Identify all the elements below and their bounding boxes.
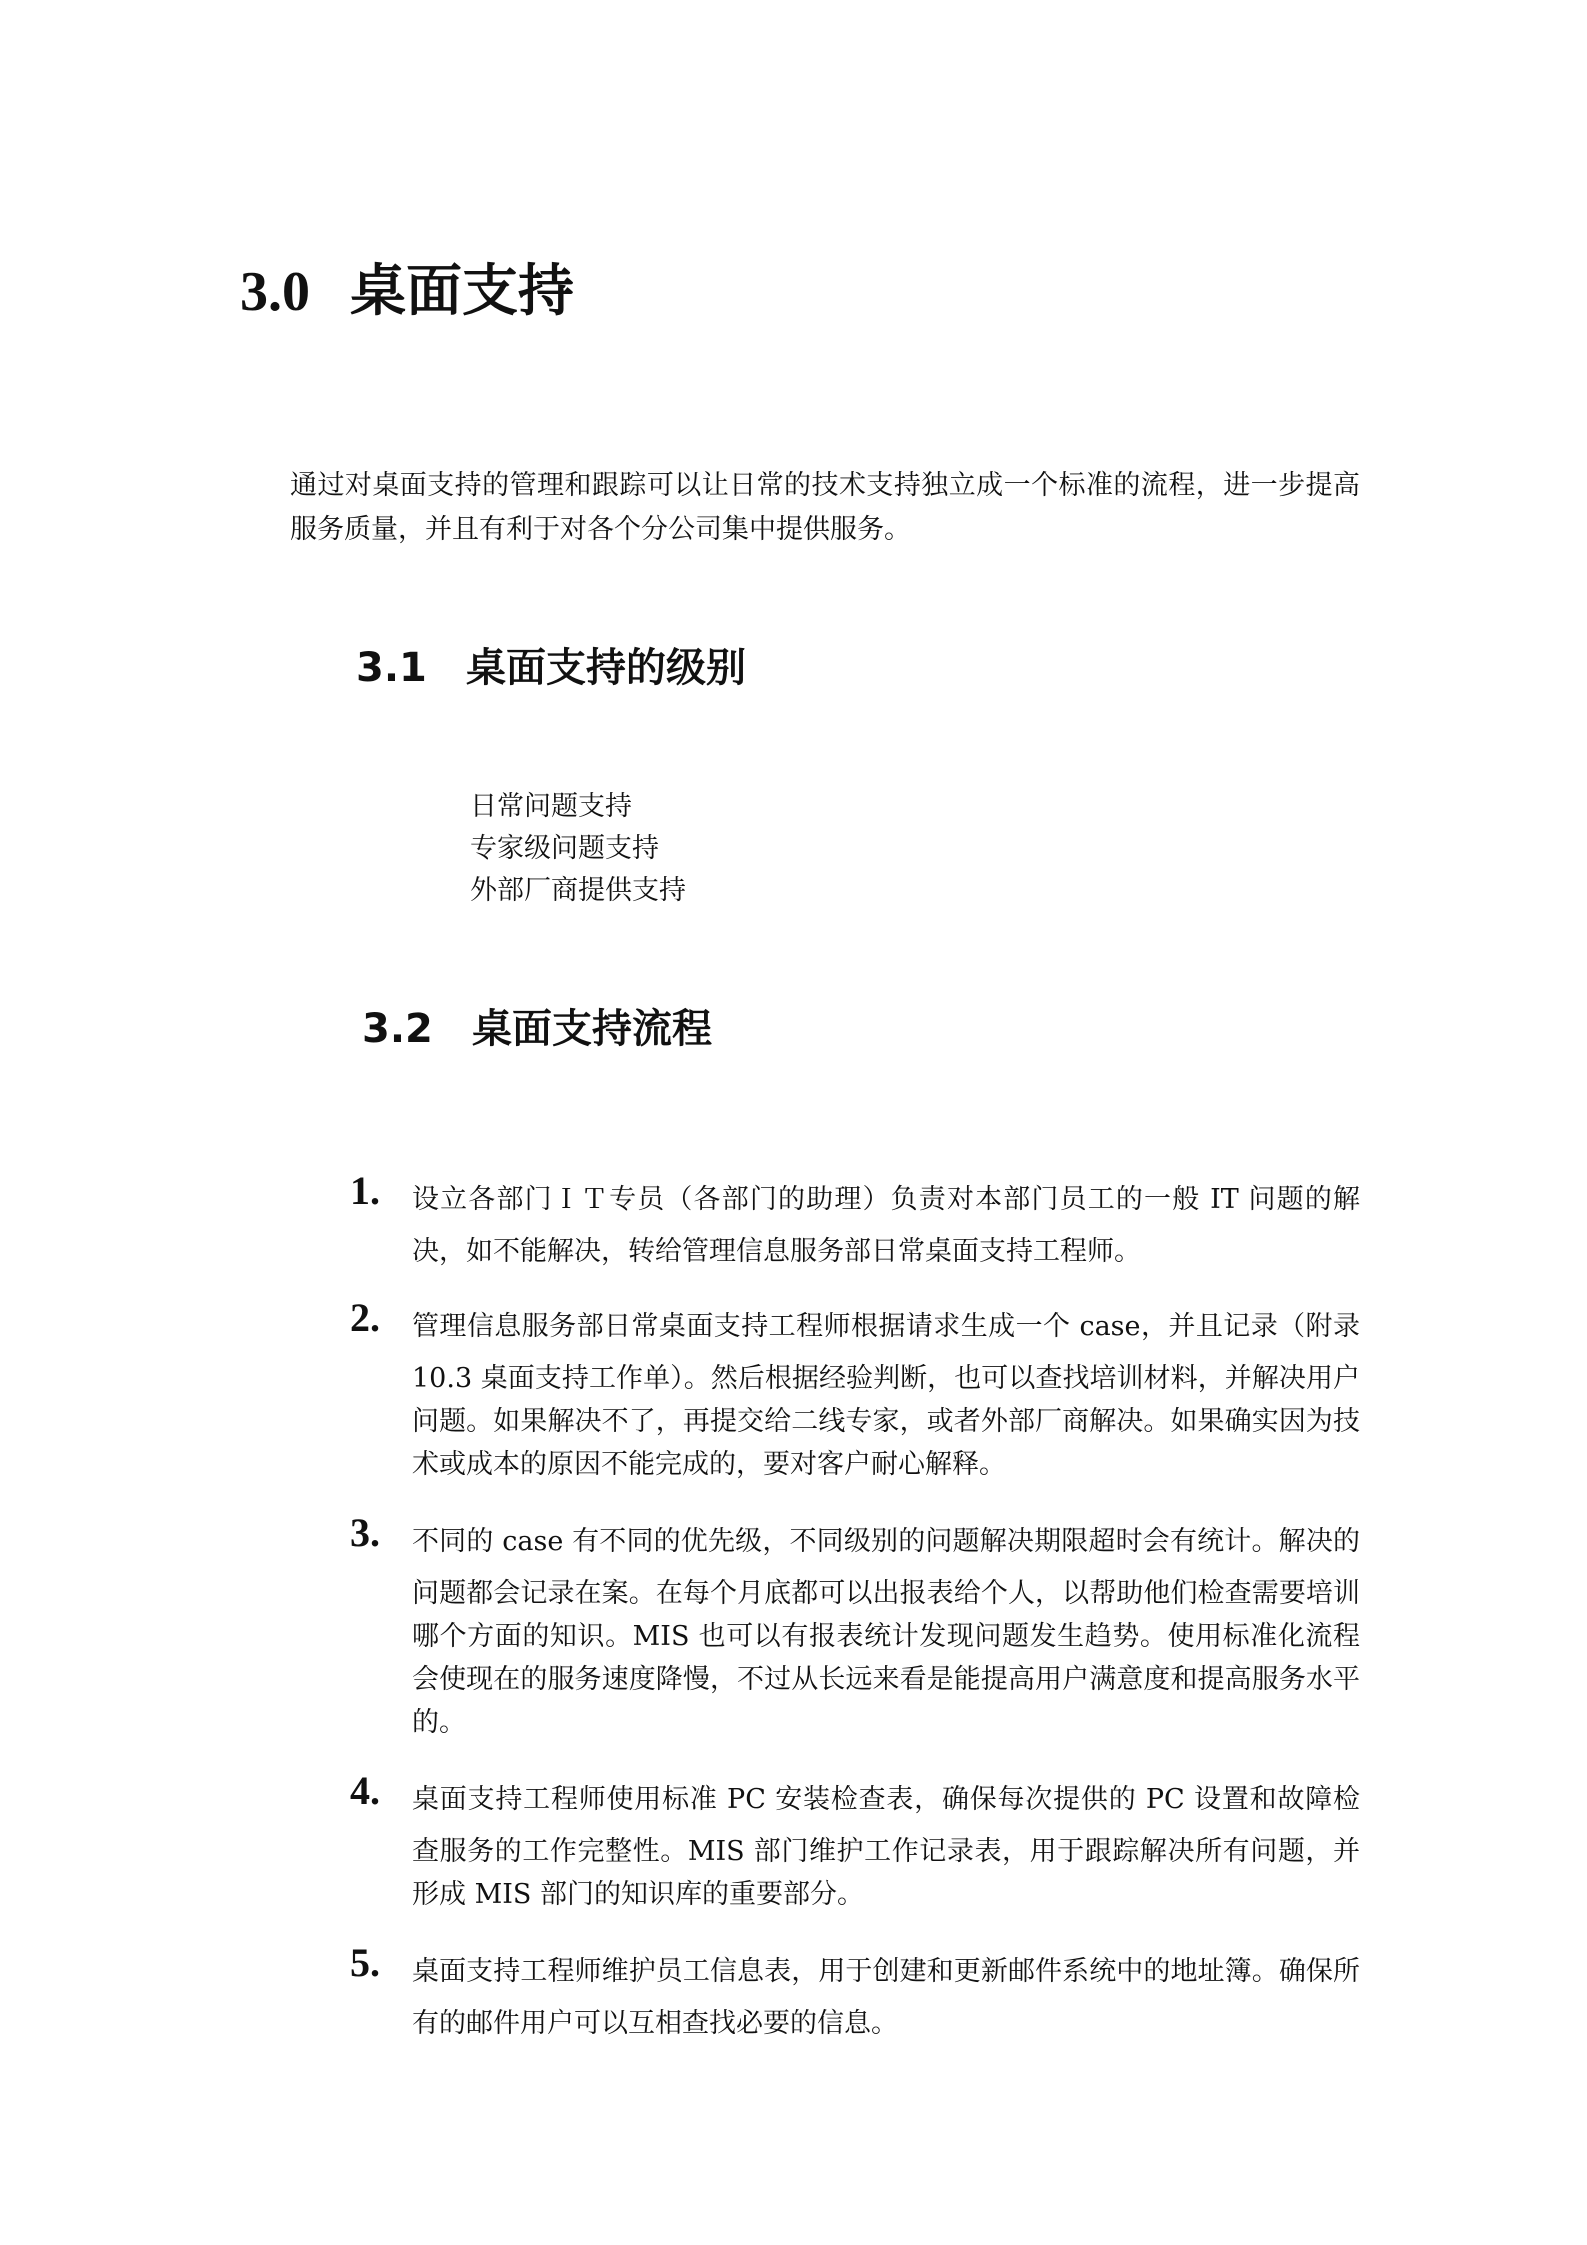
section-heading-process	[362, 999, 712, 1059]
step-number: 2.	[350, 1295, 380, 1340]
intro-paragraph: 通过对桌面支持的管理和跟踪可以让日常的技术支持独立成一个标准的流程，进一步提高服务质量，并且有利于对各个分公司集中提供服务。	[290, 470, 1360, 545]
section-title: 桌面支持的级别	[466, 645, 746, 691]
process-step	[350, 1297, 1360, 1486]
section-number: 3.1	[356, 645, 427, 691]
chapter-title: 桌面支持	[350, 261, 574, 323]
step-number: 3.	[350, 1510, 380, 1555]
section-title: 桌面支持流程	[472, 1006, 712, 1052]
step-text: 管理信息服务部日常桌面支持工程师根据请求生成一个 case，并且记录（附录 10.3 桌面支持工作单）。然后根据经验判断，也可以查找培训材料，并解决用户问题。如果解决不了，再提交给二线专家，或者外部厂商解决。如果确实因为技术或成本的原因不能完成的，要对客户耐心解释。	[412, 1311, 1360, 1480]
section-heading-levels	[356, 638, 746, 698]
list-item: 外部厂商提供支持	[470, 875, 686, 906]
step-text: 桌面支持工程师使用标准 PC 安装检查表，确保每次提供的 PC 设置和故障检查服务的工作完整性。MIS 部门维护工作记录表，用于跟踪解决所有问题，并形成 MIS 部门的知识库的重要部分。	[412, 1784, 1360, 1910]
list-item: 专家级问题支持	[470, 833, 659, 864]
step-number: 4.	[350, 1768, 380, 1813]
process-step	[350, 1942, 1360, 2045]
chapter-number: 3.0	[240, 261, 310, 323]
process-step	[350, 1170, 1360, 1273]
step-text: 设立各部门ＩＴ专员（各部门的助理）负责对本部门员工的一般 IT 问题的解决，如不能解决，转给管理信息服务部日常桌面支持工程师。	[412, 1184, 1360, 1267]
process-steps-list	[350, 1170, 1360, 2045]
process-step	[350, 1512, 1360, 1744]
chapter-heading	[240, 252, 574, 332]
step-text: 桌面支持工程师维护员工信息表，用于创建和更新邮件系统中的地址簿。确保所有的邮件用户可以互相查找必要的信息。	[412, 1956, 1360, 2039]
process-step	[350, 1770, 1360, 1916]
list-item: 日常问题支持	[470, 791, 632, 822]
step-number: 1.	[350, 1168, 380, 1213]
step-text: 不同的 case 有不同的优先级，不同级别的问题解决期限超时会有统计。解决的问题都会记录在案。在每个月底都可以出报表给个人，以帮助他们检查需要培训哪个方面的知识。MIS 也可以有报表统计发现问题发生趋势。使用标准化流程会使现在的服务速度降慢，不过从长远来看是能提高用户满意度和提高服务水平的。	[412, 1526, 1360, 1738]
support-levels-list	[470, 786, 1070, 912]
section-number: 3.2	[362, 1006, 433, 1052]
step-number: 5.	[350, 1940, 380, 1985]
